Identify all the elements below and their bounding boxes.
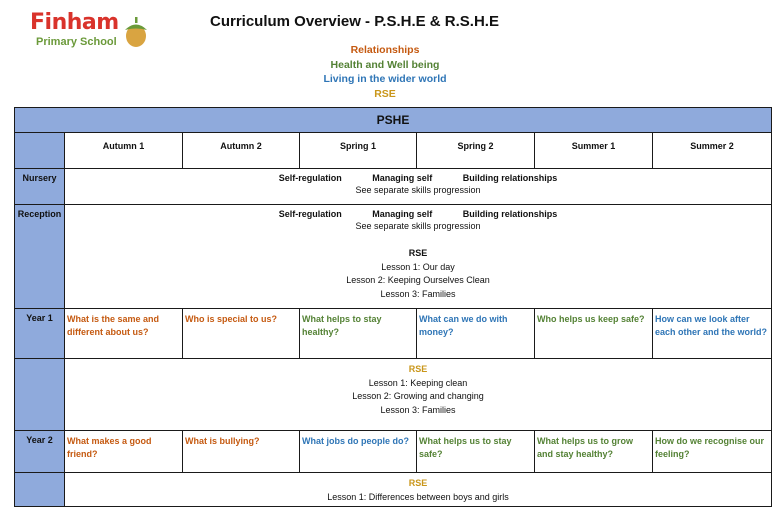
theme-legend — [290, 43, 480, 101]
skill-label: Self-regulation — [278, 209, 342, 219]
skills-note: See separate skills progression — [355, 221, 481, 231]
row-label-nursery: Nursery — [15, 169, 65, 205]
topic-question: How can we look after each other and the world? — [653, 309, 772, 359]
rse-lesson: Lesson 3: Families — [380, 288, 456, 299]
row-label-year1: Year 1 — [15, 309, 65, 359]
legend-wider-world: Living in the wider world — [323, 73, 447, 85]
term-header: Autumn 2 — [183, 133, 300, 169]
term-header: Summer 2 — [653, 133, 772, 169]
topic-question: What is bullying? — [183, 431, 300, 473]
rse-lesson: Lesson 1: Differences between boys and girls — [327, 491, 509, 502]
topic-question: What makes a good friend? — [65, 431, 183, 473]
rse-lesson: Lesson 1: Keeping clean — [368, 377, 468, 388]
skill-label: Managing self — [372, 173, 433, 183]
skill-label: Self-regulation — [278, 173, 342, 183]
skill-label: Building relationships — [462, 209, 558, 219]
term-header: Summer 1 — [535, 133, 653, 169]
acorn-icon — [122, 16, 150, 48]
school-logo — [30, 10, 170, 50]
topic-question: What helps us to stay safe? — [417, 431, 535, 473]
rse-lesson: Lesson 2: Keeping Ourselves Clean — [346, 275, 490, 285]
row-label-year2: Year 2 — [15, 431, 65, 473]
term-header: Spring 2 — [417, 133, 535, 169]
row-label-year2-rse — [15, 473, 65, 507]
topic-question: What can we do with money? — [417, 309, 535, 359]
rse-heading: RSE — [408, 364, 428, 374]
table-header: PSHE — [15, 108, 772, 133]
term-header: Autumn 1 — [65, 133, 183, 169]
nursery-content — [65, 169, 772, 205]
skill-label: Managing self — [372, 209, 433, 219]
page-title: Curriculum Overview - P.S.H.E & R.S.H.E — [210, 13, 499, 30]
skill-label: Building relationships — [462, 173, 558, 183]
legend-relationships: Relationships — [350, 44, 420, 56]
logo-subtitle: Primary School — [36, 36, 117, 48]
curriculum-table — [14, 107, 772, 507]
row-label-reception: Reception — [15, 205, 65, 309]
rse-heading: RSE — [408, 478, 428, 488]
reception-content — [65, 205, 772, 309]
topic-question: What is the same and different about us? — [65, 309, 183, 359]
topic-question: What helps to stay healthy? — [300, 309, 417, 359]
legend-health-wellbeing: Health and Well being — [330, 58, 440, 71]
corner-cell — [15, 133, 65, 169]
rse-lesson: Lesson 1: Our day — [381, 261, 455, 272]
skills-note: See separate skills progression — [355, 185, 481, 195]
rse-lesson: Lesson 2: Growing and changing — [352, 391, 484, 401]
topic-question: What helps us to grow and stay healthy? — [535, 431, 653, 473]
logo-wordmark: Finham — [30, 10, 119, 35]
rse-heading: RSE — [408, 248, 428, 258]
year1-rse-content — [65, 359, 772, 431]
topic-question: Who helps us keep safe? — [535, 309, 653, 359]
term-header: Spring 1 — [300, 133, 417, 169]
year2-rse-content — [65, 473, 772, 507]
topic-question: Who is special to us? — [183, 309, 300, 359]
rse-lesson: Lesson 3: Families — [380, 404, 456, 415]
row-label-year1-rse — [15, 359, 65, 431]
topic-question: What jobs do people do? — [300, 431, 417, 473]
topic-question: How do we recognise our feeling? — [653, 431, 772, 473]
legend-rse: RSE — [374, 87, 396, 100]
